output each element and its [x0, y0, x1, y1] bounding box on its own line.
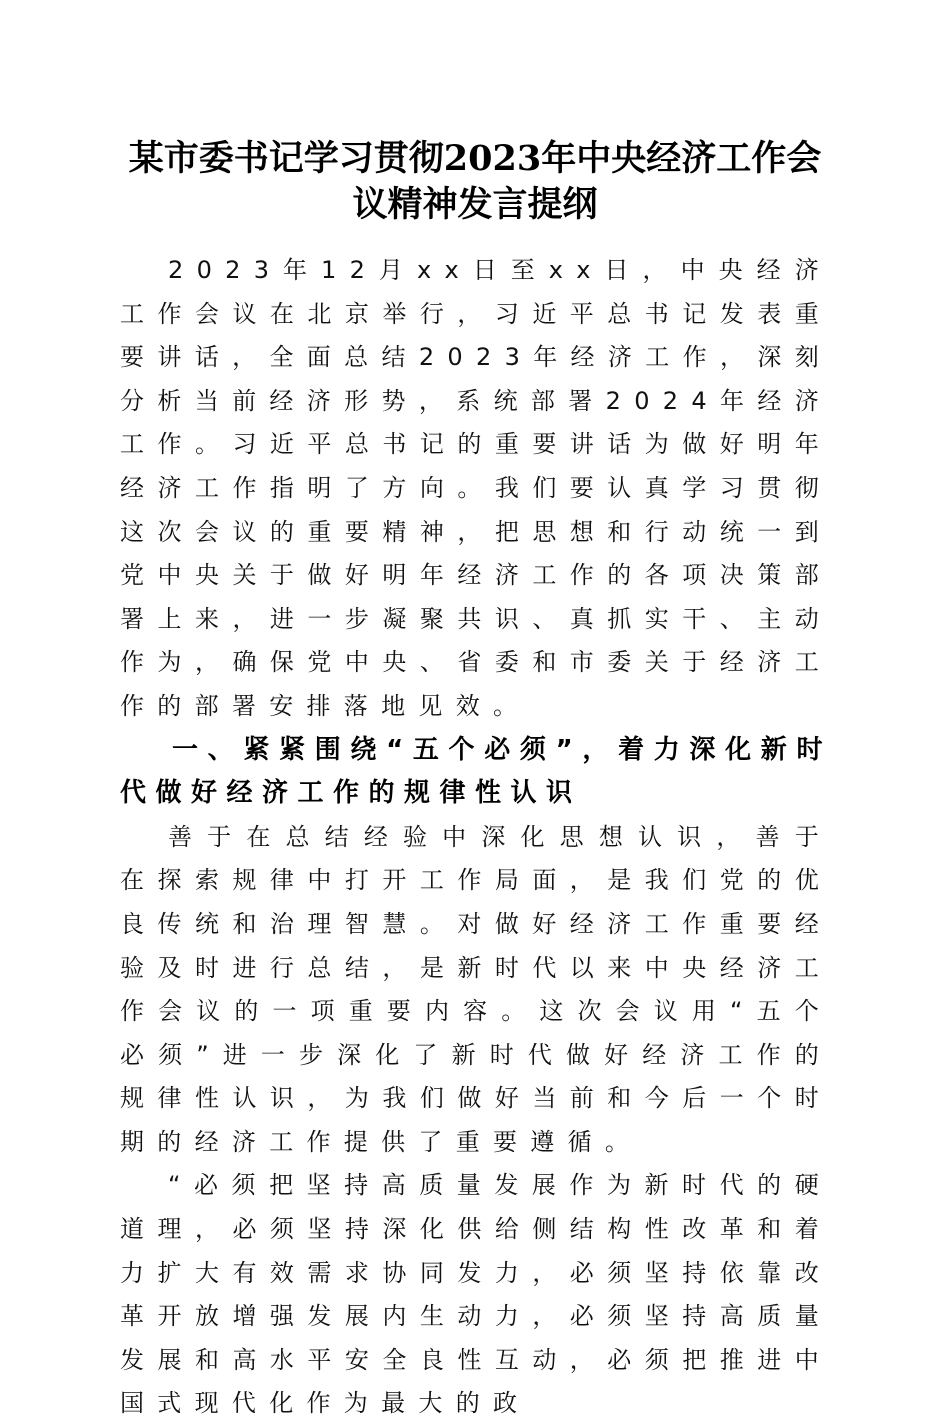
section-heading-1: 一、紧紧围绕“五个必须”，着力深化新时代做好经济工作的规律性认识: [120, 734, 832, 809]
section-1-paragraph-1: 善于在总结经验中深化思想认识，善于在探索规律中打开工作局面，是我们党的优良传统和治理智慧。对做好经济工作重要经验及时进行总结，是新时代以来中央经济工作会议的一项重要内容。这次会议用“五个必须”进一步深化了新时代做好经济工作的规律性认识，为我们做好当前和今后一个时期的经济工作提供了重要遵循。: [120, 822, 832, 1156]
title-line-1: 某市委书记学习贯彻2023年中央经济工作会: [128, 138, 822, 179]
document-body: [120, 249, 832, 1426]
document-title: [120, 136, 830, 228]
intro-paragraph: 2023年12月xx日至xx日，中央经济工作会议在北京举行，习近平总书记发表重要讲话，全面总结2023年经济工作，深刻分析当前经济形势，系统部署2024年经济工作。习近平总书记的重要讲话为做好明年经济工作指明了方向。我们要认真学习贯彻这次会议的重要精神，把思想和行动统一到党中央关于做好明年经济工作的各项决策部署上来，进一步凝聚共识、真抓实干、主动作为，确保党中央、省委和市委关于经济工作的部署安排落地见效。: [120, 256, 832, 720]
section-1-paragraph-2: “必须把坚持高质量发展作为新时代的硬道理，必须坚持深化供给侧结构性改革和着力扩大有效需求协同发力，必须坚持依靠改革开放增强发展内生动力，必须坚持高质量发展和高水平安全良性互动，必须把推进中国式现代化作为最大的政: [120, 1171, 832, 1418]
title-line-2: 议精神发言提纲: [352, 184, 598, 225]
